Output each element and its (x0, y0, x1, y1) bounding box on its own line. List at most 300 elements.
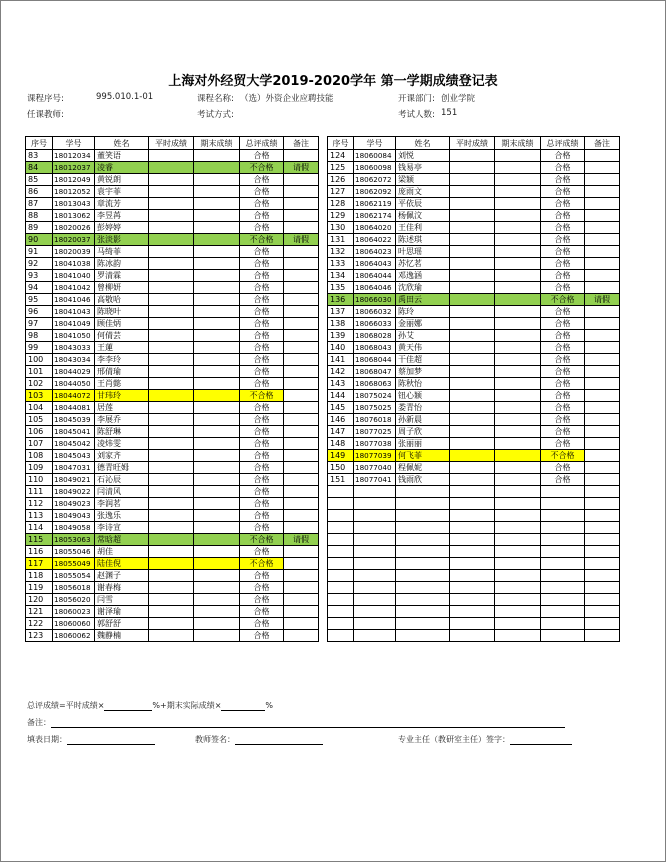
table-row (328, 378, 620, 390)
table-row (328, 210, 620, 222)
empty-cell (328, 582, 354, 594)
empty-row (328, 558, 620, 570)
cell-name: 陈冰韵 (95, 258, 149, 270)
cell-no: 124 (328, 150, 354, 162)
table-row (26, 570, 319, 582)
cell-id: 18075025 (354, 402, 396, 414)
cell-note (284, 630, 319, 642)
cell-result: 合格 (240, 318, 284, 330)
empty-row (328, 510, 620, 522)
cell-no: 119 (26, 582, 53, 594)
cell-name: 彭婷婷 (95, 222, 149, 234)
cell-note (284, 390, 319, 402)
cell-name: 顾佳炳 (95, 318, 149, 330)
cell-id: 18045043 (53, 450, 95, 462)
cell-final (194, 246, 240, 258)
cell-final (495, 366, 541, 378)
table-row (328, 306, 620, 318)
header-col-final: 期末成绩 (194, 137, 240, 150)
empty-cell (585, 582, 620, 594)
cell-regular (149, 246, 194, 258)
cell-name: 魏静楠 (95, 630, 149, 642)
cell-regular (149, 558, 194, 570)
empty-row (328, 630, 620, 642)
cell-final (495, 150, 541, 162)
cell-regular (149, 330, 194, 342)
cell-id: 18020026 (53, 222, 95, 234)
cell-note (585, 414, 620, 426)
cell-result: 合格 (240, 282, 284, 294)
remark-blank[interactable] (51, 718, 565, 728)
cell-no: 116 (26, 546, 53, 558)
cell-result: 不合格 (240, 390, 284, 402)
cell-regular (149, 534, 194, 546)
cell-regular (149, 294, 194, 306)
cell-result: 合格 (541, 222, 585, 234)
cell-name: 袁宇菲 (95, 186, 149, 198)
cell-final (194, 606, 240, 618)
empty-cell (354, 546, 396, 558)
cell-no: 86 (26, 186, 53, 198)
cell-id: 18056020 (53, 594, 95, 606)
cell-name: 闫清风 (95, 486, 149, 498)
cell-regular (149, 630, 194, 642)
cell-no: 120 (26, 594, 53, 606)
empty-cell (541, 618, 585, 630)
cell-note (284, 342, 319, 354)
cell-note (585, 426, 620, 438)
empty-cell (585, 486, 620, 498)
cell-final (495, 306, 541, 318)
table-row (26, 258, 319, 270)
empty-row (328, 570, 620, 582)
cell-no: 91 (26, 246, 53, 258)
cell-result: 合格 (541, 258, 585, 270)
table-row (26, 390, 319, 402)
cell-regular (149, 414, 194, 426)
cell-name: 金丽娜 (396, 318, 450, 330)
empty-cell (328, 510, 354, 522)
cell-regular (450, 234, 495, 246)
cell-final (194, 438, 240, 450)
cell-id: 18062072 (354, 174, 396, 186)
cell-name: 李昱苒 (95, 210, 149, 222)
cell-result: 合格 (240, 330, 284, 342)
cell-id: 18043034 (53, 354, 95, 366)
table-row (26, 210, 319, 222)
grade-formula (27, 700, 273, 711)
cell-id: 18066030 (354, 294, 396, 306)
cell-no: 93 (26, 270, 53, 282)
table-row (26, 582, 319, 594)
cell-id: 18041049 (53, 318, 95, 330)
cell-result: 合格 (240, 294, 284, 306)
cell-note (284, 522, 319, 534)
empty-cell (354, 498, 396, 510)
cell-name: 娄青怡 (396, 402, 450, 414)
cell-no: 143 (328, 378, 354, 390)
teacher-sign-blank[interactable] (235, 735, 323, 745)
cell-note (284, 510, 319, 522)
empty-cell (541, 594, 585, 606)
cell-final (495, 342, 541, 354)
table-row (26, 402, 319, 414)
cell-no: 108 (26, 450, 53, 462)
cell-note (284, 294, 319, 306)
empty-cell (541, 582, 585, 594)
table-row (328, 174, 620, 186)
table-row (26, 330, 319, 342)
cell-note (585, 222, 620, 234)
empty-cell (396, 582, 450, 594)
empty-cell (541, 570, 585, 582)
empty-cell (396, 546, 450, 558)
cell-name: 王蓮 (95, 342, 149, 354)
cell-id: 18020039 (53, 246, 95, 258)
cell-result: 合格 (541, 390, 585, 402)
cell-name: 李润茗 (95, 498, 149, 510)
cell-note (585, 366, 620, 378)
fill-date-line (27, 734, 155, 745)
empty-cell (450, 570, 495, 582)
cell-regular (149, 318, 194, 330)
cell-name: 邢倩瑜 (95, 366, 149, 378)
cell-regular (149, 594, 194, 606)
table-row (26, 534, 319, 546)
cell-regular (149, 582, 194, 594)
regular-weight-blank[interactable] (104, 701, 152, 711)
table-row (26, 522, 319, 534)
cell-note (284, 486, 319, 498)
fill-date-blank[interactable] (67, 735, 155, 745)
cell-final (194, 486, 240, 498)
table-row (328, 318, 620, 330)
cell-no: 146 (328, 414, 354, 426)
cell-no: 84 (26, 162, 53, 174)
empty-cell (396, 486, 450, 498)
empty-cell (396, 630, 450, 642)
table-row (26, 306, 319, 318)
cell-no: 136 (328, 294, 354, 306)
cell-final (495, 474, 541, 486)
cell-id: 18068047 (354, 366, 396, 378)
cell-final (194, 534, 240, 546)
table-row (26, 294, 319, 306)
empty-cell (354, 630, 396, 642)
cell-final (194, 234, 240, 246)
course-no-label: 课程序号: (27, 94, 64, 104)
cell-no: 122 (26, 618, 53, 630)
cell-final (194, 150, 240, 162)
cell-note (284, 618, 319, 630)
cell-note (585, 150, 620, 162)
cell-note (585, 258, 620, 270)
cell-final (194, 570, 240, 582)
table-row (26, 450, 319, 462)
cell-id: 18066032 (354, 306, 396, 318)
cell-final (194, 426, 240, 438)
cell-note (284, 258, 319, 270)
cell-id: 18076018 (354, 414, 396, 426)
cell-note: 请假 (284, 534, 319, 546)
empty-cell (354, 486, 396, 498)
director-sign-blank[interactable] (510, 735, 572, 745)
cell-note (284, 210, 319, 222)
cell-note (284, 498, 319, 510)
empty-cell (328, 570, 354, 582)
empty-cell (450, 486, 495, 498)
cell-note (284, 546, 319, 558)
cell-id: 18068043 (354, 342, 396, 354)
cell-final (194, 450, 240, 462)
header-col-final: 期末成绩 (495, 137, 541, 150)
cell-note (284, 222, 319, 234)
cell-regular (149, 270, 194, 282)
cell-result: 合格 (240, 366, 284, 378)
cell-final (495, 162, 541, 174)
cell-id: 18077039 (354, 450, 396, 462)
cell-regular (450, 258, 495, 270)
cell-final (495, 378, 541, 390)
table-row (328, 366, 620, 378)
cell-result: 合格 (240, 630, 284, 642)
cell-name: 程佩妮 (396, 462, 450, 474)
remark-line (27, 717, 565, 728)
cell-result: 合格 (240, 342, 284, 354)
cell-note (585, 474, 620, 486)
empty-cell (354, 510, 396, 522)
cell-final (194, 618, 240, 630)
cell-no: 103 (26, 390, 53, 402)
empty-cell (396, 606, 450, 618)
header-col-name: 姓名 (95, 137, 149, 150)
cell-final (194, 474, 240, 486)
cell-name: 常晗超 (95, 534, 149, 546)
cell-name: 张逸乐 (95, 510, 149, 522)
cell-note: 请假 (284, 234, 319, 246)
cell-no: 95 (26, 294, 53, 306)
cell-name: 石沁辰 (95, 474, 149, 486)
cell-no: 135 (328, 282, 354, 294)
cell-regular (149, 162, 194, 174)
cell-id: 18049023 (53, 498, 95, 510)
cell-result: 合格 (541, 198, 585, 210)
cell-name: 闫雪 (95, 594, 149, 606)
cell-regular (450, 150, 495, 162)
cell-result: 合格 (240, 618, 284, 630)
cell-final (194, 594, 240, 606)
cell-result: 合格 (240, 606, 284, 618)
cell-note (284, 474, 319, 486)
header-col-no: 序号 (328, 137, 354, 150)
cell-id: 18053063 (53, 534, 95, 546)
cell-result: 合格 (240, 582, 284, 594)
empty-row (328, 618, 620, 630)
header-col-name: 姓名 (396, 137, 450, 150)
empty-cell (450, 630, 495, 642)
cell-no: 88 (26, 210, 53, 222)
cell-note (284, 198, 319, 210)
cell-result: 合格 (541, 330, 585, 342)
cell-result: 合格 (240, 246, 284, 258)
cell-result: 合格 (541, 210, 585, 222)
cell-name: 周子欣 (396, 426, 450, 438)
header-col-regular: 平时成绩 (450, 137, 495, 150)
cell-id: 18060084 (354, 150, 396, 162)
director-sign-label: 专业主任（教研室主任）签字： (398, 735, 510, 744)
cell-no: 96 (26, 306, 53, 318)
cell-result: 合格 (541, 426, 585, 438)
cell-name: 胡佳 (95, 546, 149, 558)
cell-id: 18055054 (53, 570, 95, 582)
cell-regular (450, 294, 495, 306)
table-row (26, 270, 319, 282)
cell-no: 125 (328, 162, 354, 174)
header-col-regular: 平时成绩 (149, 137, 194, 150)
cell-result: 合格 (240, 426, 284, 438)
cell-result: 合格 (541, 438, 585, 450)
cell-regular (149, 186, 194, 198)
table-row (26, 162, 319, 174)
cell-regular (450, 198, 495, 210)
cell-id: 18062174 (354, 210, 396, 222)
cell-result: 合格 (240, 222, 284, 234)
cell-name: 钮心颖 (396, 390, 450, 402)
formula-part3: % (265, 701, 274, 710)
course-name-label: 课程名称: (197, 94, 234, 104)
empty-cell (328, 630, 354, 642)
cell-name: 陈舒琳 (95, 426, 149, 438)
cell-no: 147 (328, 426, 354, 438)
cell-no: 129 (328, 210, 354, 222)
table-row (26, 558, 319, 570)
formula-part2: %+期末实际成绩× (152, 701, 222, 710)
teacher-sign-line (195, 734, 323, 745)
empty-cell (585, 534, 620, 546)
exam-count-label: 考试人数: (398, 110, 435, 120)
cell-result: 合格 (240, 546, 284, 558)
cell-no: 123 (26, 630, 53, 642)
empty-cell (354, 618, 396, 630)
cell-final (495, 282, 541, 294)
cell-name: 干佳超 (396, 354, 450, 366)
cell-note (585, 174, 620, 186)
cell-regular (450, 162, 495, 174)
course-name-value: （选）外资企业应聘技能 (240, 94, 334, 104)
cell-final (495, 258, 541, 270)
cell-note (284, 438, 319, 450)
cell-no: 107 (26, 438, 53, 450)
cell-note (284, 366, 319, 378)
cell-final (495, 414, 541, 426)
cell-result: 合格 (541, 474, 585, 486)
cell-no: 134 (328, 270, 354, 282)
empty-cell (450, 558, 495, 570)
cell-final (495, 270, 541, 282)
cell-final (495, 222, 541, 234)
final-weight-blank[interactable] (221, 701, 265, 711)
empty-cell (541, 522, 585, 534)
table-row (26, 234, 319, 246)
table-row (328, 186, 620, 198)
table-row (328, 282, 620, 294)
cell-name: 黄锐朗 (95, 174, 149, 186)
cell-id: 18013043 (53, 198, 95, 210)
cell-name: 庞雨文 (396, 186, 450, 198)
cell-no: 127 (328, 186, 354, 198)
grades-table-left (25, 136, 319, 642)
cell-final (194, 318, 240, 330)
empty-cell (354, 606, 396, 618)
cell-name: 谢春梅 (95, 582, 149, 594)
cell-result: 合格 (541, 402, 585, 414)
cell-result: 合格 (240, 462, 284, 474)
empty-cell (495, 630, 541, 642)
empty-cell (495, 582, 541, 594)
cell-name: 高敬哈 (95, 294, 149, 306)
cell-id: 18064043 (354, 258, 396, 270)
table-row (26, 318, 319, 330)
cell-no: 112 (26, 498, 53, 510)
cell-id: 18068063 (354, 378, 396, 390)
cell-no: 104 (26, 402, 53, 414)
cell-final (495, 402, 541, 414)
table-row (328, 222, 620, 234)
cell-regular (450, 426, 495, 438)
cell-regular (149, 306, 194, 318)
cell-no: 87 (26, 198, 53, 210)
cell-result: 不合格 (541, 450, 585, 462)
cell-id: 18062119 (354, 198, 396, 210)
cell-id: 18066033 (354, 318, 396, 330)
cell-note (284, 414, 319, 426)
cell-note: 请假 (585, 294, 620, 306)
cell-id: 18064023 (354, 246, 396, 258)
cell-regular (450, 354, 495, 366)
cell-final (495, 354, 541, 366)
cell-id: 18041050 (53, 330, 95, 342)
cell-name: 何飞菲 (396, 450, 450, 462)
cell-id: 18064022 (354, 234, 396, 246)
empty-cell (541, 558, 585, 570)
table-row (328, 402, 620, 414)
cell-regular (450, 174, 495, 186)
table-row (328, 234, 620, 246)
empty-row (328, 582, 620, 594)
cell-name: 陈述琪 (396, 234, 450, 246)
empty-cell (585, 510, 620, 522)
cell-final (194, 198, 240, 210)
cell-result: 合格 (541, 270, 585, 282)
cell-name: 谢泽瑜 (95, 606, 149, 618)
cell-note (585, 402, 620, 414)
empty-cell (495, 570, 541, 582)
cell-result: 合格 (240, 150, 284, 162)
cell-final (194, 390, 240, 402)
cell-regular (149, 234, 194, 246)
table-row (328, 450, 620, 462)
cell-name: 凌炜雯 (95, 438, 149, 450)
cell-name: 沈欣瑜 (396, 282, 450, 294)
cell-name: 甘玮玲 (95, 390, 149, 402)
cell-name: 平依辰 (396, 198, 450, 210)
empty-cell (354, 594, 396, 606)
cell-final (194, 330, 240, 342)
cell-result: 不合格 (240, 534, 284, 546)
empty-row (328, 498, 620, 510)
empty-cell (495, 522, 541, 534)
empty-cell (585, 570, 620, 582)
